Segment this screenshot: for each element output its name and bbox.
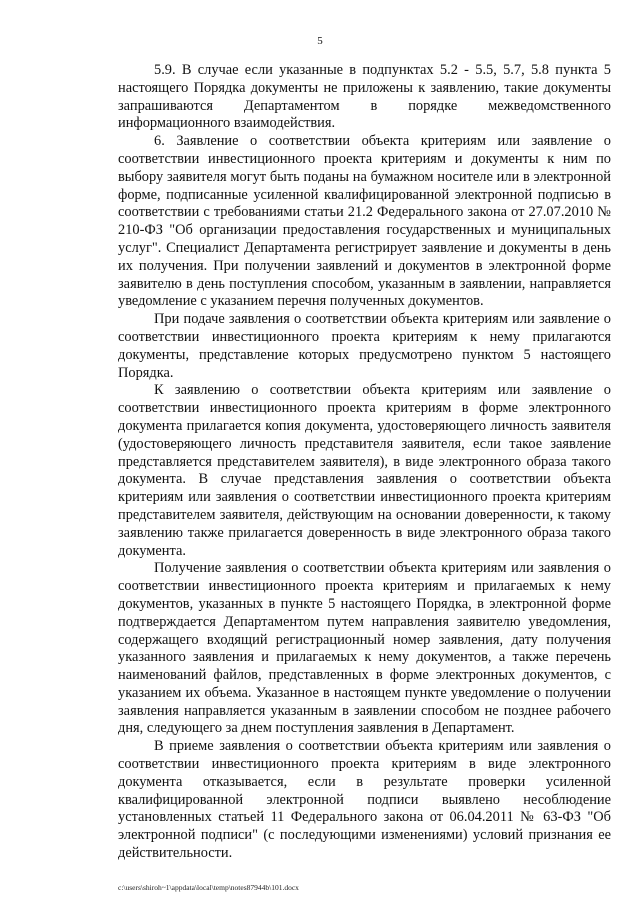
- paragraph-5-9: 5.9. В случае если указанные в подпунктах 5.2 - 5.5, 5.7, 5.8 пункта 5 настоящего Порядка документы не приложены к заявлению, такие документы запрашиваются Департаментом в порядке межведомственного информационного взаимодействия.: [118, 62, 611, 132]
- footer-file-path: c:\users\shiroh~1\appdata\local\temp\notes87944b\101.docx: [118, 883, 299, 892]
- document-body: [118, 62, 611, 863]
- paragraph-6: 6. Заявление о соответствии объекта критериям или заявление о соответствии инвестиционного проекта критериям и документы к ним по выбору заявителя могут быть поданы на бумажном носителе или в электронной форме, подписанные усиленной квалифицированной электронной подписью в соответствии с требованиями статьи 21.2 Федерального закона от 27.07.2010 № 210-ФЗ "Об организации предоставления государственных и муниципальных услуг". Специалист Департамента регистрирует заявление и документы в день их получения. При получении заявлений и документов в электронной форме заявителю в день поступления способом, указанным в заявлении, направляется уведомление с указанием перечня полученных документов.: [118, 133, 611, 310]
- paragraph-receipt-confirmation: Получение заявления о соответствии объекта критериям или заявления о соответствии инвестиционного проекта критериям и прилагаемых к нему документов, указанных в пункте 5 настоящего Порядка, в электронной форме подтверждается Департаментом путем направления заявителю уведомления, содержащего входящий регистрационный номер заявления, дату получения указанного заявления и прилагаемых к нему документов, а также перечень наименований файлов, представленных в форме электронных документов, с указанием их объема. Указанное в настоящем пункте уведомление о получении заявления направляется указанным в заявлении способом не позднее рабочего дня, следующего за днем поступления заявления в Департамент.: [118, 560, 611, 737]
- paragraph-refusal: В приеме заявления о соответствии объекта критериям или заявления о соответствии инвестиционного проекта критериям в виде электронного документа отказывается, если в результате проверки усиленной квалифицированной электронной подписи выявлено несоблюдение установленных статьей 11 Федерального закона от 06.04.2011 № 63-ФЗ "Об электронной подписи" (с последующими изменениями) условий признания ее действительности.: [118, 738, 611, 862]
- page-number: 5: [317, 35, 323, 47]
- paragraph-electronic-copy: К заявлению о соответствии объекта критериям или заявление о соответствии инвестиционного проекта критериям в форме электронного документа прилагается копия документа, удостоверяющего личность заявителя (удостоверяющего личность представителя заявителя, если такое заявление представляется представителем заявителя), в виде электронного образа такого документа. В случае представления заявления о соответствии объекта критериям или заявления о соответствии инвестиционного проекта критериям представителем заявителя, действующим на основании доверенности, к такому заявлению также прилагается доверенность в виде электронного образа такого документа.: [118, 382, 611, 559]
- paragraph-documents-attached: При подаче заявления о соответствии объекта критериям или заявление о соответствии инвестиционного проекта критериям к нему прилагаются документы, представление которых предусмотрено пунктом 5 настоящего Порядка.: [118, 311, 611, 381]
